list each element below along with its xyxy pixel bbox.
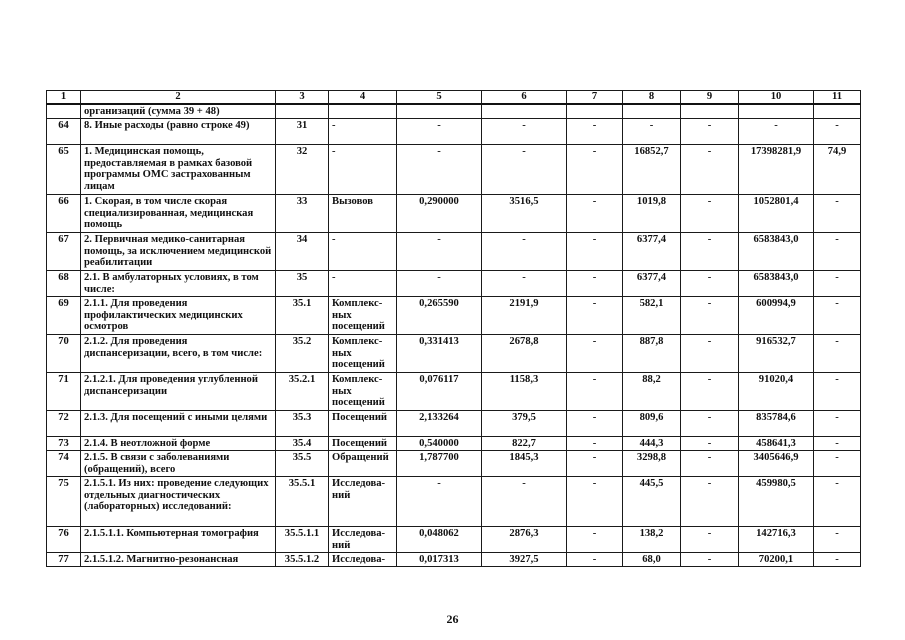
table-row [47,119,861,145]
table-cell: - [397,145,482,195]
table-cell: - [397,271,482,297]
table-cell: 809,6 [623,411,681,437]
row-number-cell: 68 [47,271,81,297]
table-cell: - [814,451,861,477]
column-header: 4 [329,91,397,105]
table-cell [681,104,739,119]
table-cell: 88,2 [623,373,681,411]
table-cell: Исследова- [329,553,397,567]
table-row [47,411,861,437]
table-cell: 35.5.1.1 [276,527,329,553]
table-cell: 35.2.1 [276,373,329,411]
table-cell: 35 [276,271,329,297]
row-label-cell: 2.1.5.1.1. Компьютерная томография [81,527,276,553]
table-cell: 17398281,9 [739,145,814,195]
table-cell: - [482,271,567,297]
table-cell [329,104,397,119]
row-label-cell: 2.1.3. Для посещений с иными целями [81,411,276,437]
row-number-cell: 71 [47,373,81,411]
table-cell: 142716,3 [739,527,814,553]
data-table [46,90,861,567]
table-row [47,451,861,477]
table-cell: 35.4 [276,437,329,451]
table-cell: - [681,477,739,527]
table-cell: 2678,8 [482,335,567,373]
table-cell: 3405646,9 [739,451,814,477]
table-cell: 68,0 [623,553,681,567]
row-label-cell: 2. Первичная медико-санитарная помощь, за исключением медицинской реабилитации [81,233,276,271]
table-cell: - [814,437,861,451]
row-number-cell: 72 [47,411,81,437]
table-row [47,373,861,411]
column-header: 5 [397,91,482,105]
table-cell: 3516,5 [482,195,567,233]
column-header: 7 [567,91,623,105]
table-cell: - [681,233,739,271]
column-header: 8 [623,91,681,105]
data-table-container [46,90,860,567]
table-cell: - [814,527,861,553]
table-cell: - [681,437,739,451]
table-cell: Посещений [329,437,397,451]
table-cell: Посещений [329,411,397,437]
table-cell: - [681,119,739,145]
table-cell: - [482,477,567,527]
table-cell [814,104,861,119]
table-body [47,104,861,567]
table-cell: - [814,335,861,373]
table-cell: - [482,119,567,145]
column-header: 9 [681,91,739,105]
table-cell: - [814,119,861,145]
row-label-cell: 1. Скорая, в том числе скорая специализированная, медицинская помощь [81,195,276,233]
column-header: 2 [81,91,276,105]
row-number-cell: 70 [47,335,81,373]
table-cell: - [814,373,861,411]
table-cell: 31 [276,119,329,145]
table-cell: - [567,373,623,411]
table-cell: 35.5 [276,451,329,477]
row-number-cell: 69 [47,297,81,335]
table-cell: - [814,195,861,233]
table-cell [397,104,482,119]
row-number-cell [47,104,81,119]
table-cell: 1158,3 [482,373,567,411]
table-cell: 138,2 [623,527,681,553]
table-cell: - [814,271,861,297]
table-row [47,527,861,553]
table-cell: - [567,271,623,297]
table-cell [276,104,329,119]
table-cell: - [681,451,739,477]
table-cell: 6377,4 [623,233,681,271]
table-cell: 91020,4 [739,373,814,411]
table-row [47,437,861,451]
table-cell: - [567,145,623,195]
table-cell: - [681,411,739,437]
table-cell: - [567,411,623,437]
table-cell: 6377,4 [623,271,681,297]
table-cell: 379,5 [482,411,567,437]
table-cell: Комплекс- ных посещений [329,297,397,335]
table-cell: 582,1 [623,297,681,335]
row-number-cell: 66 [47,195,81,233]
row-label-cell: организаций (сумма 39 + 48) [81,104,276,119]
table-cell: - [567,195,623,233]
table-cell: 16852,7 [623,145,681,195]
row-number-cell: 75 [47,477,81,527]
table-cell: - [567,119,623,145]
table-cell: 0,048062 [397,527,482,553]
table-cell: 0,076117 [397,373,482,411]
table-cell: - [567,451,623,477]
table-cell: 35.5.1.2 [276,553,329,567]
table-cell: 2191,9 [482,297,567,335]
table-cell: - [567,437,623,451]
table-cell [482,104,567,119]
table-cell: 1019,8 [623,195,681,233]
table-cell: - [329,271,397,297]
table-cell: - [681,195,739,233]
table-cell: - [681,335,739,373]
table-cell: Исследова- ний [329,527,397,553]
table-cell [739,104,814,119]
row-label-cell: 2.1.4. В неотложной форме [81,437,276,451]
table-cell: - [397,477,482,527]
table-row [47,297,861,335]
table-row [47,271,861,297]
table-cell: 2876,3 [482,527,567,553]
table-cell: - [567,477,623,527]
table-cell: - [567,553,623,567]
table-cell: - [739,119,814,145]
row-number-cell: 73 [47,437,81,451]
table-row [47,477,861,527]
page-number: 26 [446,612,459,626]
table-cell: - [329,119,397,145]
table-cell: 35.5.1 [276,477,329,527]
table-cell: 444,3 [623,437,681,451]
table-cell: Исследова- ний [329,477,397,527]
table-row [47,553,861,567]
table-cell: - [482,233,567,271]
row-label-cell: 2.1. В амбулаторных условиях, в том числе: [81,271,276,297]
row-label-cell: 2.1.1. Для проведения профилактических медицинских осмотров [81,297,276,335]
table-cell: 822,7 [482,437,567,451]
table-cell: 0,017313 [397,553,482,567]
table-cell: 3927,5 [482,553,567,567]
table-cell: - [397,119,482,145]
row-label-cell: 2.1.5. В связи с заболеваниями (обращений), всего [81,451,276,477]
table-cell: 0,540000 [397,437,482,451]
table-cell: 35.3 [276,411,329,437]
table-row [47,104,861,119]
table-cell: 33 [276,195,329,233]
table-cell: 887,8 [623,335,681,373]
table-cell: - [482,145,567,195]
table-cell: 0,331413 [397,335,482,373]
table-cell: 34 [276,233,329,271]
table-cell [567,104,623,119]
table-cell: - [681,271,739,297]
table-row [47,195,861,233]
table-cell: - [814,233,861,271]
column-header: 1 [47,91,81,105]
table-cell: 835784,6 [739,411,814,437]
row-number-cell: 65 [47,145,81,195]
column-header: 6 [482,91,567,105]
table-cell: Вызовов [329,195,397,233]
table-cell: 6583843,0 [739,271,814,297]
table-cell: 458641,3 [739,437,814,451]
table-cell: 1052801,4 [739,195,814,233]
table-cell: 916532,7 [739,335,814,373]
table-cell: - [329,145,397,195]
table-cell: 6583843,0 [739,233,814,271]
table-cell: 600994,9 [739,297,814,335]
row-label-cell: 2.1.2.1. Для проведения углубленной диспансеризации [81,373,276,411]
column-header: 11 [814,91,861,105]
table-cell: - [567,233,623,271]
table-cell: - [567,527,623,553]
table-cell: 74,9 [814,145,861,195]
table-cell: Обращений [329,451,397,477]
table-cell: 2,133264 [397,411,482,437]
table-cell: 3298,8 [623,451,681,477]
column-header: 3 [276,91,329,105]
column-header: 10 [739,91,814,105]
table-cell: - [397,233,482,271]
table-cell: - [681,553,739,567]
row-label-cell: 8. Иные расходы (равно строке 49) [81,119,276,145]
row-label-cell: 1. Медицинская помощь, предоставляемая в рамках базовой программы ОМС застрахованным лицам [81,145,276,195]
row-label-cell: 2.1.5.1.2. Магнитно-резонансная [81,553,276,567]
row-number-cell: 76 [47,527,81,553]
table-row [47,233,861,271]
table-cell: - [681,145,739,195]
table-cell: 1,787700 [397,451,482,477]
table-cell: 1845,3 [482,451,567,477]
row-number-cell: 77 [47,553,81,567]
table-cell: - [681,527,739,553]
table-cell: - [814,477,861,527]
table-cell: 32 [276,145,329,195]
table-cell: 445,5 [623,477,681,527]
row-number-cell: 74 [47,451,81,477]
row-label-cell: 2.1.5.1. Из них: проведение следующих отдельных диагностических (лабораторных) исследований: [81,477,276,527]
table-cell: - [681,373,739,411]
table-cell: - [681,297,739,335]
table-cell: - [814,553,861,567]
table-cell: Комплекс- ных посещений [329,335,397,373]
table-cell: - [814,297,861,335]
table-cell: 70200,1 [739,553,814,567]
table-cell: - [329,233,397,271]
table-cell: 0,265590 [397,297,482,335]
table-cell: - [623,119,681,145]
row-number-cell: 64 [47,119,81,145]
table-cell: 35.1 [276,297,329,335]
table-cell [623,104,681,119]
table-cell: - [567,335,623,373]
table-cell: - [567,297,623,335]
table-cell: 459980,5 [739,477,814,527]
table-row [47,335,861,373]
row-label-cell: 2.1.2. Для проведения диспансеризации, всего, в том числе: [81,335,276,373]
table-cell: 0,290000 [397,195,482,233]
table-header-row [47,91,861,105]
table-row [47,145,861,195]
row-number-cell: 67 [47,233,81,271]
table-cell: 35.2 [276,335,329,373]
table-cell: Комплекс- ных посещений [329,373,397,411]
table-cell: - [814,411,861,437]
